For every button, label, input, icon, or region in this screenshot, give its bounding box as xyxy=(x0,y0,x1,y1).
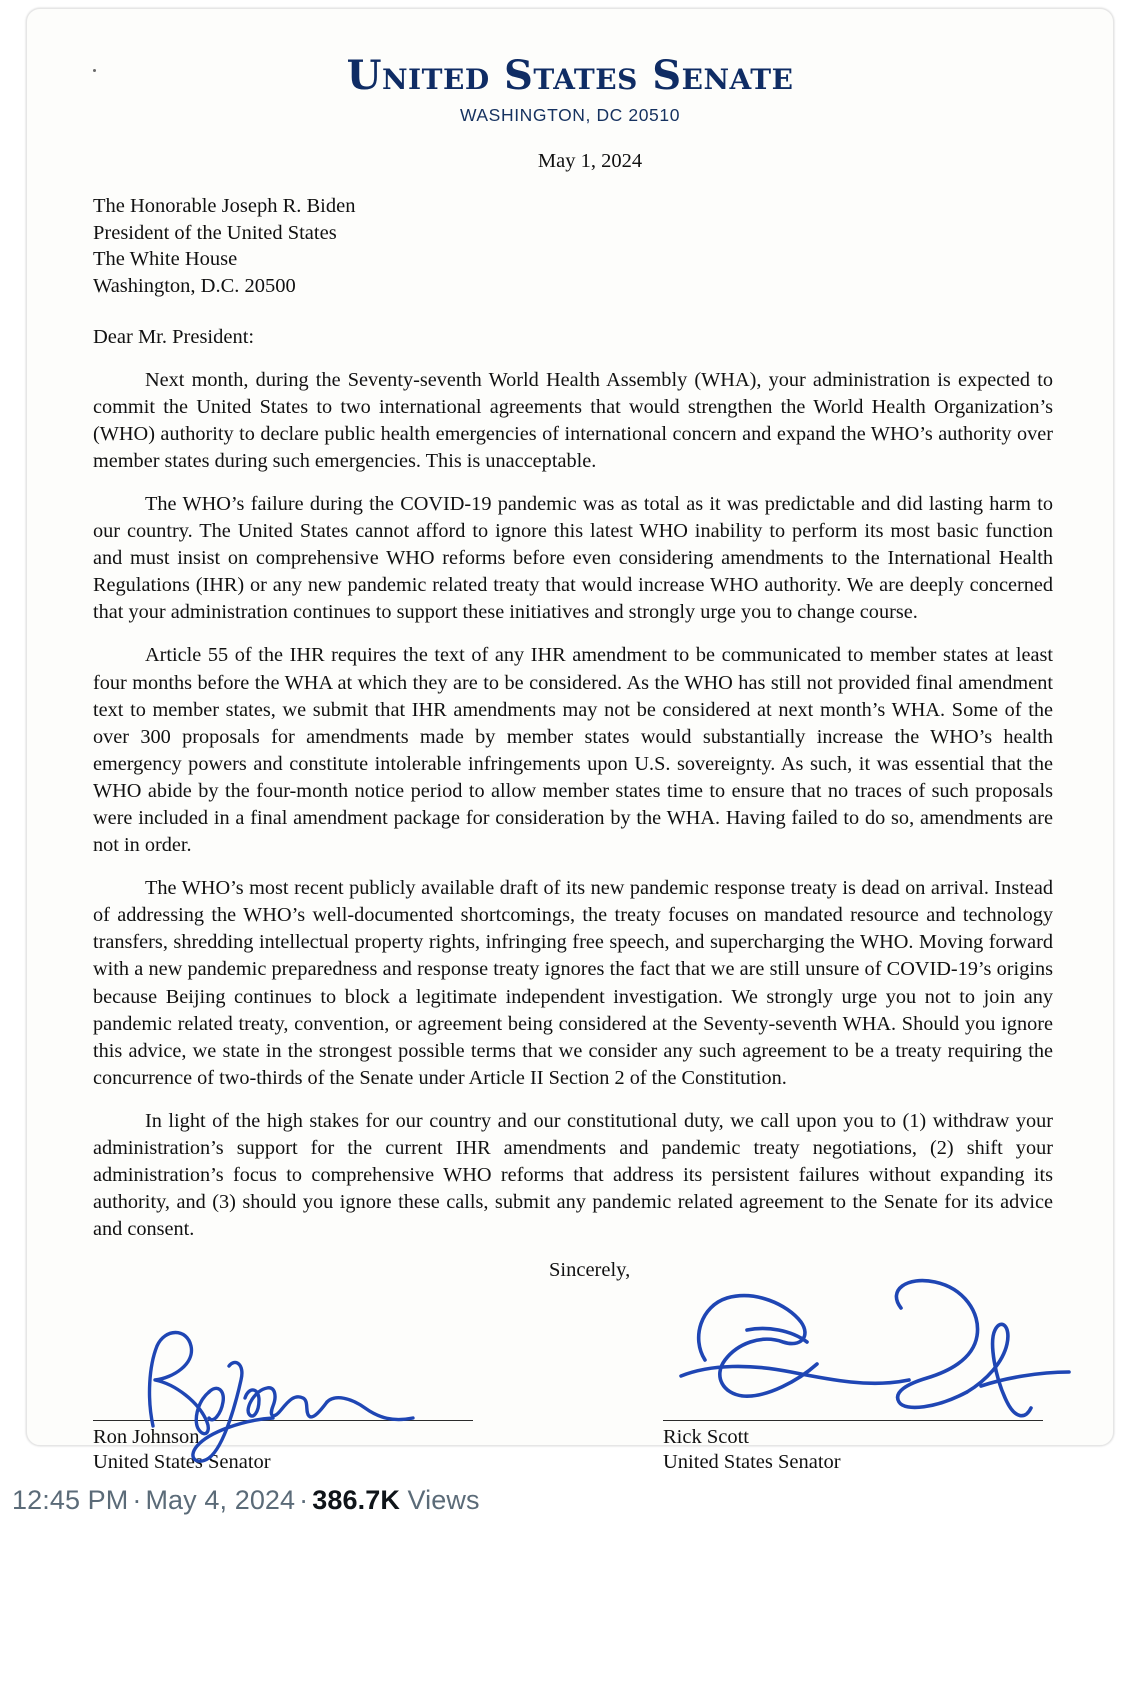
signature-block-right xyxy=(663,1324,1063,1475)
meta-separator-1: · xyxy=(132,1485,142,1515)
signature-rick-scott-icon xyxy=(651,1268,1081,1438)
paragraph-1: Next month, during the Seventy-seventh World Health Assembly (WHA), your administration is expected to commit the United States to two international agreements that would strengthen the World Health Organization’s (WHO) authority to declare public health emergencies of international concern and expand the WHO’s authority over member states during such emergencies. This is unacceptable. xyxy=(93,368,1053,472)
address-line-4: Washington, D.C. 20500 xyxy=(93,274,296,297)
page-speck xyxy=(93,69,96,72)
post-date: May 4, 2024 xyxy=(145,1485,296,1515)
closing-line: Sincerely, xyxy=(549,1259,631,1282)
meta-separator-2: · xyxy=(299,1485,309,1515)
signatory-role-1: United States Senator xyxy=(93,1451,271,1474)
signatory-name-1: Ron Johnson xyxy=(93,1426,200,1449)
signature-line-left xyxy=(93,1324,473,1421)
paragraph-3: Article 55 of the IHR requires the text of any IHR amendment to be communicated to member states at least four months before the WHA at which they are to be considered. As the WHO has still not provided final amendment text to member states, we submit that IHR amendments may not be considered at next month’s WHA. Some of the over 300 proposals for amendments made by member states would substantially increase the WHO’s health emergency powers and constitute intolerable infringements upon U.S. sovereignty. As such, it was essential that the WHO abide by the four-month notice period to allow member states time to ensure that no traces of such proposals were included in a final amendment package for consideration by the WHA. Having failed to do so, amendments are not in order. xyxy=(93,644,1053,857)
senate-address-line: WASHINGTON, DC 20510 xyxy=(459,105,681,125)
salutation: Dear Mr. President: xyxy=(93,325,255,348)
post-time: 12:45 PM xyxy=(12,1485,129,1515)
views-count[interactable]: 386.7K xyxy=(312,1485,400,1515)
recipient-address xyxy=(93,193,1061,300)
letter-page xyxy=(27,9,1113,1474)
letter-date: May 1, 2024 xyxy=(537,150,643,172)
letter-body xyxy=(93,367,1053,1244)
signature-block-left xyxy=(93,1324,493,1475)
letterhead xyxy=(79,52,1061,126)
signature-line-right xyxy=(663,1324,1043,1421)
letter-image[interactable] xyxy=(26,8,1114,1474)
senate-title: United States Senate xyxy=(346,52,794,99)
signatory-role-2: United States Senator xyxy=(663,1451,841,1474)
paragraph-4: The WHO’s most recent publicly available draft of its new pandemic response treaty is dead on arrival. Instead of addressing the WHO’s well-documented shortcomings, the treaty focuses on mandated resource and technology transfers, shredding intellectual property rights, infringing free speech, and supercharging the WHO. Moving forward with a new pandemic preparedness and response treaty ignores the fact that we are still unsure of COVID-19’s origins because Beijing continues to block a legitimate independent investigation. We strongly urge you not to join any pandemic related treaty, convention, or agreement being considered at the Seventy-seventh WHA. Should you ignore this advice, we state in the strongest possible terms that we consider any such agreement to be a treaty requiring the concurrence of two-thirds of the Senate under Article II Section 2 of the Constitution. xyxy=(93,877,1053,1089)
paragraph-2: The WHO’s failure during the COVID-19 pandemic was as total as it was predictable and did lasting harm to our country. The United States cannot afford to ignore this latest WHO inability to perform its most basic function and must insist on comprehensive WHO reforms before even considering amendments to the International Health Regulations (IHR) or any new pandemic related treaty that would increase WHO authority. We are deeply concerned that your administration continues to support these initiatives and strongly urge you to change course. xyxy=(93,492,1053,624)
address-line-2: President of the United States xyxy=(93,221,337,244)
paragraph-5: In light of the high stakes for our country and our constitutional duty, we call upon you to (1) withdraw your administration’s support for the current IHR amendments and pandemic treaty negotiations, (2) shift your administration’s focus to comprehensive WHO reforms that address its persistent failures without expanding its authority, and (3) should you ignore these calls, submit any pandemic related agreement to the Senate for its advice and consent. xyxy=(93,1109,1053,1241)
address-line-3: The White House xyxy=(93,248,238,271)
signatory-name-2: Rick Scott xyxy=(663,1426,749,1449)
post-metadata xyxy=(12,1485,480,1516)
signature-area xyxy=(79,1284,1061,1494)
views-label: Views xyxy=(407,1485,480,1515)
address-line-1: The Honorable Joseph R. Biden xyxy=(93,195,356,217)
